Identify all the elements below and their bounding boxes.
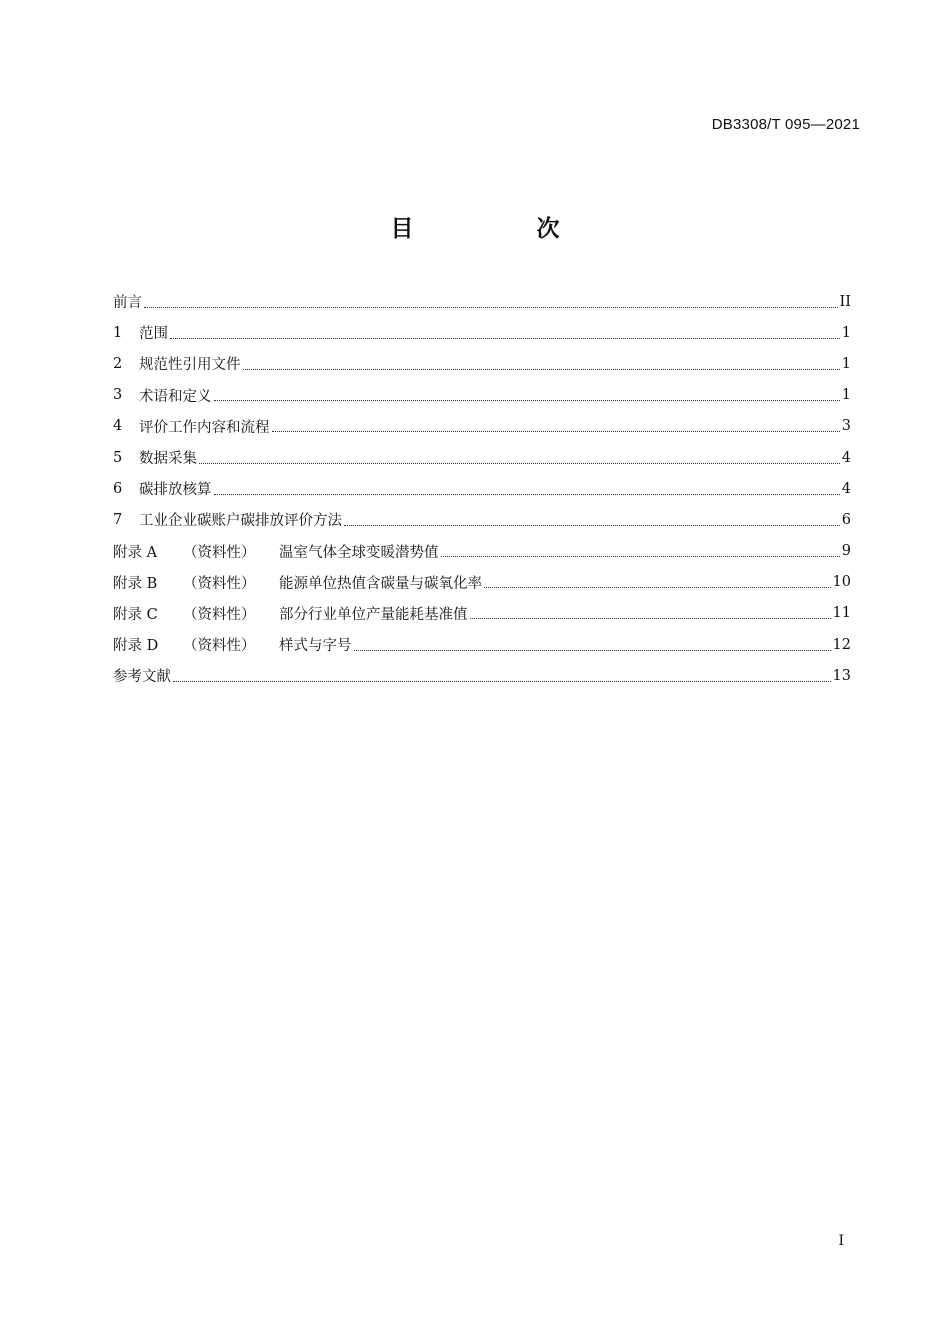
toc-annex-type: （资料性） (183, 575, 256, 592)
toc-entry-terms-definitions[interactable] (113, 380, 851, 411)
toc-entry-page: 4 (841, 449, 851, 466)
toc-entry-annex-a[interactable] (113, 536, 851, 567)
toc-entry-label: 样式与字号 (279, 638, 352, 655)
document-code: DB3308/T 095—2021 (711, 116, 860, 133)
toc-entry-evaluation-process[interactable] (113, 411, 851, 442)
toc-entry-label: 数据采集 (139, 451, 197, 468)
dot-leader (470, 617, 831, 619)
toc-entry-label: 评价工作内容和流程 (139, 419, 270, 436)
dot-leader (199, 462, 840, 464)
dot-leader (484, 586, 831, 588)
toc-entry-page: 3 (841, 418, 851, 435)
toc-entry-page: 6 (841, 511, 851, 528)
toc-entry-data-collection[interactable] (113, 442, 851, 473)
toc-annex-type: （资料性） (183, 606, 256, 623)
toc-entry-foreword[interactable] (113, 286, 851, 317)
dot-leader (272, 430, 840, 432)
toc-entry-page: 13 (832, 667, 851, 684)
toc-annex-id: 附录 B (113, 575, 158, 592)
toc-annex-id: 附录 D (113, 638, 159, 655)
toc-entry-label: 碳排放核算 (139, 482, 212, 499)
toc-entry-normative-references[interactable] (113, 348, 851, 379)
toc-entry-page: 9 (841, 543, 851, 560)
page-number: I (838, 1233, 844, 1249)
toc-entry-scope[interactable] (113, 317, 851, 348)
toc-entry-number: 6 (113, 480, 123, 497)
toc-entry-label: 范围 (139, 326, 168, 343)
dot-leader (214, 399, 840, 401)
toc-annex-id: 附录 C (113, 606, 158, 623)
toc-entry-number: 3 (113, 387, 123, 404)
toc-entry-page: II (839, 293, 851, 310)
toc-entry-page: 1 (841, 355, 851, 372)
toc-entry-label: 规范性引用文件 (139, 357, 241, 374)
toc-entry-label: 术语和定义 (139, 388, 212, 405)
dot-leader (354, 649, 831, 651)
toc-annex-type: （资料性） (183, 544, 256, 561)
title-text: 目 次 (390, 216, 610, 242)
toc-entry-label: 前言 (113, 295, 142, 312)
toc-annex-type: （资料性） (183, 638, 256, 655)
dot-leader (441, 555, 840, 557)
toc-entry-page: 1 (841, 324, 851, 341)
dot-leader (214, 493, 840, 495)
dot-leader (170, 337, 840, 339)
toc-entry-annex-c[interactable] (113, 598, 851, 629)
toc-entry-page: 11 (832, 605, 851, 622)
toc-entry-annex-b[interactable] (113, 567, 851, 598)
toc-entry-number: 4 (113, 418, 123, 435)
dot-leader (344, 524, 840, 526)
dot-leader (173, 680, 831, 682)
toc-entry-label: 参考文献 (113, 669, 171, 686)
toc-entry-page: 12 (832, 636, 851, 653)
toc-entry-page: 10 (832, 574, 851, 591)
toc-entry-label: 温室气体全球变暖潜势值 (279, 544, 439, 561)
toc-entry-label: 能源单位热值含碳量与碳氧化率 (279, 575, 482, 592)
toc-entry-number: 1 (113, 324, 123, 341)
toc-entry-evaluation-method[interactable] (113, 504, 851, 535)
toc-entry-number: 2 (113, 355, 123, 372)
toc-entry-number: 7 (113, 511, 123, 528)
toc-entry-emission-accounting[interactable] (113, 473, 851, 504)
toc-entry-label: 部分行业单位产量能耗基准值 (279, 606, 468, 623)
toc-entry-annex-d[interactable] (113, 629, 851, 660)
dot-leader (243, 368, 840, 370)
toc-entry-page: 4 (841, 480, 851, 497)
toc-entry-number: 5 (113, 449, 123, 466)
toc-entry-bibliography[interactable] (113, 660, 851, 691)
toc-entry-page: 1 (841, 387, 851, 404)
table-of-contents (113, 286, 851, 691)
page-title (0, 210, 950, 243)
toc-entry-label: 工业企业碳账户碳排放评价方法 (139, 513, 342, 530)
dot-leader (144, 306, 838, 308)
toc-annex-id: 附录 A (113, 544, 158, 561)
